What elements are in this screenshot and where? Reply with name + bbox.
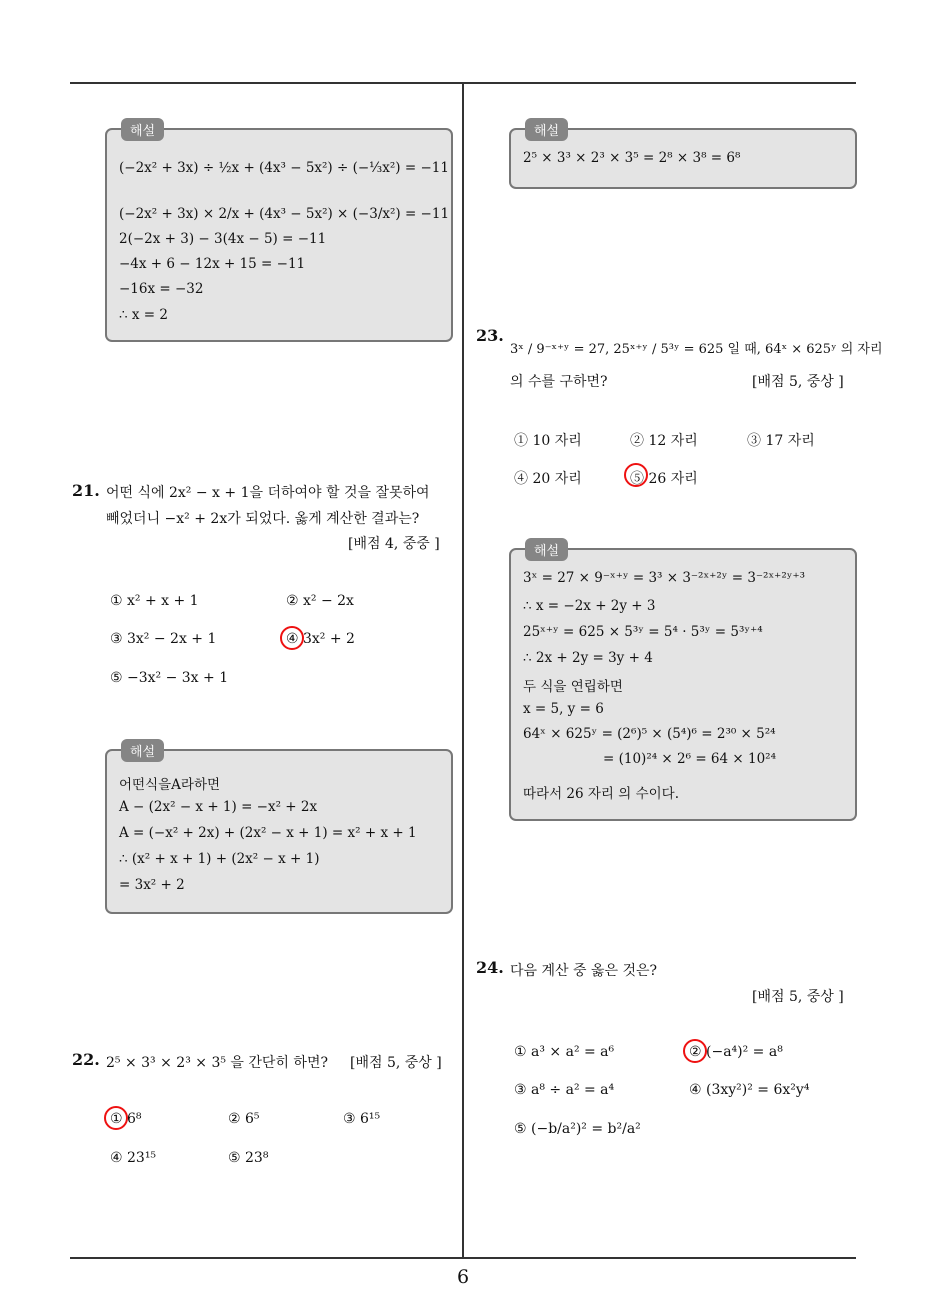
- question-22-option-5[interactable]: ⑤ 23⁸: [228, 1150, 269, 1166]
- solution-line: A = (−x² + 2x) + (2x² − x + 1) = x² + x + 1: [119, 825, 417, 841]
- solution-box-20: [105, 124, 453, 342]
- solution-box-23: [509, 544, 857, 821]
- solution-line: x = 5, y = 6: [523, 701, 604, 717]
- question-21-text-line2: 빼었더니 −x² + 2x가 되었다. 옳게 계산한 결과는?: [106, 511, 420, 527]
- question-22-points: [배점 5, 중상 ]: [350, 1055, 442, 1071]
- column-divider: [462, 83, 464, 1258]
- question-24-option-4[interactable]: ④ (3xy²)² = 6x²y⁴: [689, 1082, 810, 1098]
- question-21-option-1[interactable]: ① x² + x + 1: [110, 593, 199, 609]
- solution-line: A − (2x² − x + 1) = −x² + 2x: [119, 799, 318, 815]
- question-number-21: 21.: [72, 481, 100, 500]
- question-23-option-4[interactable]: ④ 20 자리: [514, 471, 582, 487]
- question-number-23: 23.: [476, 326, 504, 345]
- question-23-option-1[interactable]: ① 10 자리: [514, 433, 582, 449]
- solution-box-22: [509, 124, 857, 189]
- answer-mark-21: [280, 626, 304, 650]
- answer-mark-24: [683, 1039, 707, 1063]
- question-21-option-3[interactable]: ③ 3x² − 2x + 1: [110, 631, 217, 647]
- question-23-option-3[interactable]: ③ 17 자리: [747, 433, 815, 449]
- solution-line: 3ˣ = 27 × 9⁻ˣ⁺ʸ = 3³ × 3⁻²ˣ⁺²ʸ = 3⁻²ˣ⁺²ʸ⁺³: [523, 570, 805, 586]
- question-number-24: 24.: [476, 958, 504, 977]
- solution-tag: 해설: [525, 118, 568, 141]
- solution-line: = 3x² + 2: [119, 877, 185, 893]
- question-22-option-3[interactable]: ③ 6¹⁵: [343, 1111, 381, 1127]
- question-24-option-5[interactable]: ⑤ (−b/a²)² = b²/a²: [514, 1121, 641, 1137]
- solution-line: ∴ x = −2x + 2y + 3: [523, 598, 656, 614]
- solution-tag: 해설: [121, 118, 164, 141]
- question-21-option-5[interactable]: ⑤ −3x² − 3x + 1: [110, 670, 229, 686]
- solution-line: = (10)²⁴ × 2⁶ = 64 × 10²⁴: [603, 751, 777, 767]
- solution-line: 두 식을 연립하면: [523, 679, 623, 695]
- question-21-text-line1: 어떤 식에 2x² − x + 1을 더하여야 할 것을 잘못하여: [106, 485, 430, 501]
- solution-line: (−2x² + 3x) ÷ ½x + (4x³ − 5x²) ÷ (−⅓x²) = −11: [119, 160, 449, 176]
- answer-mark-23: [624, 463, 648, 487]
- question-21-option-2[interactable]: ② x² − 2x: [286, 593, 354, 609]
- question-24-points: [배점 5, 중상 ]: [752, 989, 844, 1005]
- solution-line: 2(−2x + 3) − 3(4x − 5) = −11: [119, 231, 327, 247]
- page-number: 6: [456, 1266, 470, 1288]
- solution-line: 64ˣ × 625ʸ = (2⁶)⁵ × (5⁴)⁶ = 2³⁰ × 5²⁴: [523, 726, 776, 742]
- question-21-points: [배점 4, 중중 ]: [348, 536, 440, 552]
- question-24-text: 다음 계산 중 옳은 것은?: [510, 963, 658, 979]
- solution-tag: 해설: [525, 538, 568, 561]
- question-22-text: 2⁵ × 3³ × 2³ × 3⁵ 을 간단히 하면?: [106, 1055, 328, 1071]
- solution-tag: 해설: [121, 739, 164, 762]
- solution-line: 어떤식을A라하면: [119, 777, 221, 793]
- question-23-text-line1: 3ˣ / 9⁻ˣ⁺ʸ = 27, 25ˣ⁺ʸ / 5³ʸ = 625 일 때, 64ˣ × 625ʸ 의 자리: [510, 342, 883, 357]
- solution-box-21: [105, 745, 453, 914]
- solution-line: −16x = −32: [119, 281, 204, 297]
- solution-line: 25ˣ⁺ʸ = 625 × 5³ʸ = 5⁴ · 5³ʸ = 5³ʸ⁺⁴: [523, 624, 763, 640]
- question-24-option-2[interactable]: ② (−a⁴)² = a⁸: [689, 1044, 783, 1060]
- question-23-option-5[interactable]: ⑤ 26 자리: [630, 471, 698, 487]
- solution-line: −4x + 6 − 12x + 15 = −11: [119, 256, 306, 272]
- question-22-option-1[interactable]: ① 6⁸: [110, 1111, 142, 1127]
- question-number-22: 22.: [72, 1050, 100, 1069]
- question-22-option-4[interactable]: ④ 23¹⁵: [110, 1150, 157, 1166]
- solution-line: ∴ (x² + x + 1) + (2x² − x + 1): [119, 851, 320, 867]
- question-24-option-3[interactable]: ③ a⁸ ÷ a² = a⁴: [514, 1082, 615, 1098]
- solution-line: 따라서 26 자리 의 수이다.: [523, 786, 680, 802]
- bottom-rule: [70, 1257, 856, 1259]
- question-23-option-2[interactable]: ② 12 자리: [630, 433, 698, 449]
- answer-mark-22: [104, 1106, 128, 1130]
- solution-line: (−2x² + 3x) × 2/x + (4x³ − 5x²) × (−3/x²) = −11: [119, 206, 450, 222]
- solution-line: ∴ 2x + 2y = 3y + 4: [523, 650, 653, 666]
- question-23-text-line2: 의 수를 구하면?: [510, 374, 608, 390]
- question-21-option-4[interactable]: ④ 3x² + 2: [286, 631, 355, 647]
- question-22-option-2[interactable]: ② 6⁵: [228, 1111, 260, 1127]
- solution-line: ∴ x = 2: [119, 307, 168, 323]
- question-24-option-1[interactable]: ① a³ × a² = a⁶: [514, 1044, 615, 1060]
- question-23-points: [배점 5, 중상 ]: [752, 374, 844, 390]
- solution-line: 2⁵ × 3³ × 2³ × 3⁵ = 2⁸ × 3⁸ = 6⁸: [523, 150, 741, 166]
